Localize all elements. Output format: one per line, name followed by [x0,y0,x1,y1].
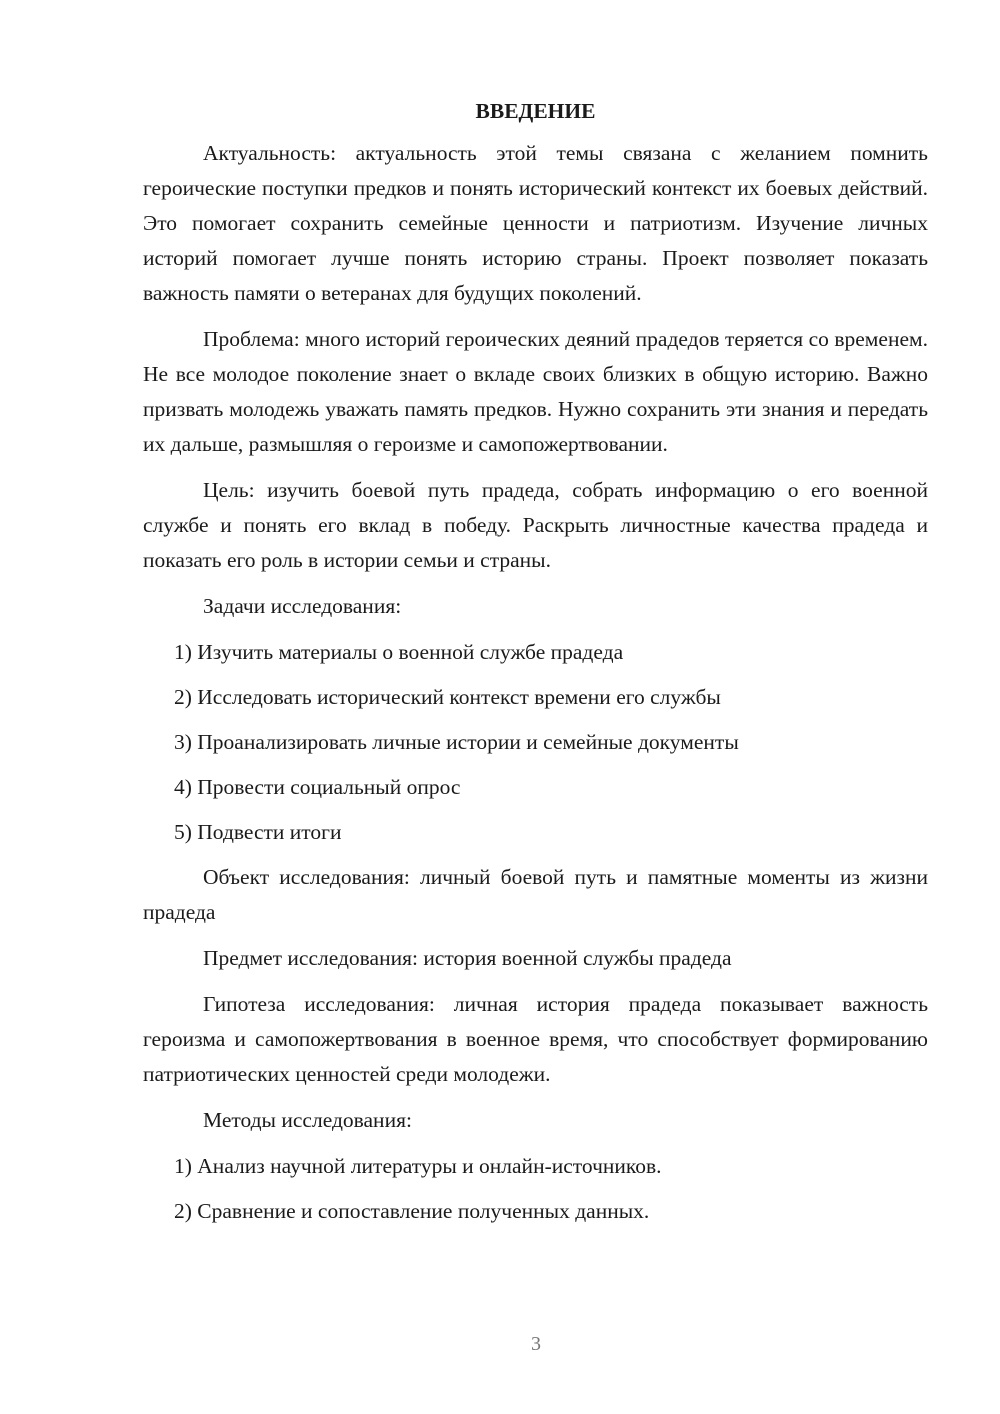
task-item: 4) Провести социальный опрос [174,775,461,799]
task-item: 1) Изучить материалы о военной службе прадеда [174,640,624,664]
page-title: ВВЕДЕНИЕ [475,99,596,123]
goal-paragraph: Цель: изучить боевой путь прадеда, собрать информацию о его военной службе и понять его вклад в победу. Раскрыть личностные качества прадеда и показать его роль в истории семьи и страны. [143,478,928,572]
task-item: 5) Подвести итоги [174,820,342,844]
object-paragraph: Объект исследования: личный боевой путь и памятные моменты из жизни прадеда [143,865,928,924]
relevance-paragraph: Актуальность: актуальность этой темы связана с желанием помнить героические поступки предков и понять исторический контекст их боевых действий. Это помогает сохранить семейные ценности и патриотизм. Изучение личных историй помогает лучше понять историю страны. Проект позволяет показать важность памяти о ветеранах для будущих поколений. [143,141,928,305]
methods-heading: Методы исследования: [203,1108,412,1132]
subject-paragraph: Предмет исследования: история военной службы прадеда [203,946,732,970]
method-item: 1) Анализ научной литературы и онлайн-источников. [174,1154,662,1178]
page-number: 3 [531,1333,541,1355]
hypothesis-paragraph: Гипотеза исследования: личная история прадеда показывает важность героизма и самопожертвования в военное время, что способствует формированию патриотических ценностей среди молодежи. [143,992,928,1086]
tasks-heading: Задачи исследования: [203,594,402,618]
methods-list [143,1149,928,1229]
tasks-list [143,635,928,850]
problem-paragraph: Проблема: много историй героических деяний прадедов теряется со временем. Не все молодое поколение знает о вкладе своих близких в общую историю. Важно призвать молодежь уважать память предков. Нужно сохранить эти знания и передать их дальше, размышляя о героизме и самопожертвовании. [143,327,928,456]
task-item: 2) Исследовать исторический контекст времени его службы [174,685,721,709]
method-item: 2) Сравнение и сопоставление полученных данных. [174,1199,650,1223]
page-content [143,96,928,1239]
task-item: 3) Проанализировать личные истории и семейные документы [174,730,739,754]
